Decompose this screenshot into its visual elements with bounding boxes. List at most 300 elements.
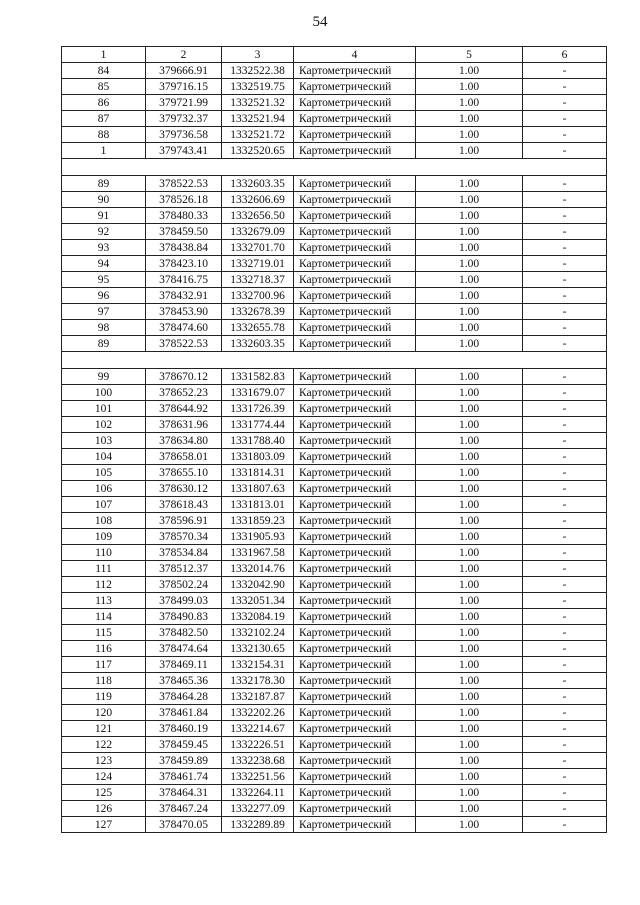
accuracy-cell: 1.00 xyxy=(416,513,523,529)
note-cell: - xyxy=(523,737,607,753)
y-coordinate-cell: 1332521.32 xyxy=(222,95,294,111)
accuracy-cell: 1.00 xyxy=(416,433,523,449)
x-coordinate-cell: 378459.89 xyxy=(146,753,222,769)
x-coordinate-cell: 378534.84 xyxy=(146,545,222,561)
method-cell: Картометрический xyxy=(294,465,416,481)
note-cell: - xyxy=(523,769,607,785)
y-coordinate-cell: 1332102.24 xyxy=(222,625,294,641)
x-coordinate-cell: 378512.37 xyxy=(146,561,222,577)
note-cell: - xyxy=(523,336,607,352)
method-cell: Картометрический xyxy=(294,545,416,561)
method-cell: Картометрический xyxy=(294,288,416,304)
method-cell: Картометрический xyxy=(294,369,416,385)
accuracy-cell: 1.00 xyxy=(416,208,523,224)
accuracy-cell: 1.00 xyxy=(416,801,523,817)
y-coordinate-cell: 1332277.09 xyxy=(222,801,294,817)
table-row xyxy=(62,449,607,465)
method-cell: Картометрический xyxy=(294,401,416,417)
method-cell: Картометрический xyxy=(294,256,416,272)
note-cell: - xyxy=(523,609,607,625)
method-cell: Картометрический xyxy=(294,769,416,785)
method-cell: Картометрический xyxy=(294,449,416,465)
point-number-cell: 96 xyxy=(62,288,146,304)
note-cell: - xyxy=(523,481,607,497)
group-separator-row xyxy=(62,159,607,176)
note-cell: - xyxy=(523,127,607,143)
point-number-cell: 114 xyxy=(62,609,146,625)
method-cell: Картометрический xyxy=(294,417,416,433)
point-number-cell: 1 xyxy=(62,143,146,159)
table-body xyxy=(62,63,607,833)
x-coordinate-cell: 378655.10 xyxy=(146,465,222,481)
point-number-cell: 86 xyxy=(62,95,146,111)
note-cell: - xyxy=(523,817,607,833)
note-cell: - xyxy=(523,143,607,159)
y-coordinate-cell: 1332014.76 xyxy=(222,561,294,577)
method-cell: Картометрический xyxy=(294,737,416,753)
method-cell: Картометрический xyxy=(294,336,416,352)
table-row xyxy=(62,369,607,385)
accuracy-cell: 1.00 xyxy=(416,176,523,192)
y-coordinate-cell: 1332606.69 xyxy=(222,192,294,208)
y-coordinate-cell: 1332238.68 xyxy=(222,753,294,769)
accuracy-cell: 1.00 xyxy=(416,737,523,753)
note-cell: - xyxy=(523,753,607,769)
note-cell: - xyxy=(523,288,607,304)
table-row xyxy=(62,417,607,433)
x-coordinate-cell: 378482.50 xyxy=(146,625,222,641)
method-cell: Картометрический xyxy=(294,609,416,625)
table-row xyxy=(62,785,607,801)
method-cell: Картометрический xyxy=(294,753,416,769)
x-coordinate-cell: 378631.96 xyxy=(146,417,222,433)
accuracy-cell: 1.00 xyxy=(416,625,523,641)
note-cell: - xyxy=(523,497,607,513)
point-number-cell: 116 xyxy=(62,641,146,657)
table-row xyxy=(62,143,607,159)
table-row xyxy=(62,545,607,561)
accuracy-cell: 1.00 xyxy=(416,320,523,336)
note-cell: - xyxy=(523,272,607,288)
note-cell: - xyxy=(523,176,607,192)
accuracy-cell: 1.00 xyxy=(416,79,523,95)
table-row xyxy=(62,561,607,577)
x-coordinate-cell: 378522.53 xyxy=(146,336,222,352)
table-row xyxy=(62,304,607,320)
table-row xyxy=(62,673,607,689)
table-row xyxy=(62,240,607,256)
table-row xyxy=(62,401,607,417)
note-cell: - xyxy=(523,208,607,224)
table-row xyxy=(62,272,607,288)
y-coordinate-cell: 1331788.40 xyxy=(222,433,294,449)
method-cell: Картометрический xyxy=(294,593,416,609)
accuracy-cell: 1.00 xyxy=(416,545,523,561)
x-coordinate-cell: 378438.84 xyxy=(146,240,222,256)
x-coordinate-cell: 378459.50 xyxy=(146,224,222,240)
note-cell: - xyxy=(523,417,607,433)
header-row xyxy=(62,47,607,63)
method-cell: Картометрический xyxy=(294,111,416,127)
method-cell: Картометрический xyxy=(294,79,416,95)
table-row xyxy=(62,625,607,641)
point-number-cell: 107 xyxy=(62,497,146,513)
x-coordinate-cell: 379736.58 xyxy=(146,127,222,143)
x-coordinate-cell: 378522.53 xyxy=(146,176,222,192)
point-number-cell: 125 xyxy=(62,785,146,801)
accuracy-cell: 1.00 xyxy=(416,609,523,625)
method-cell: Картометрический xyxy=(294,673,416,689)
accuracy-cell: 1.00 xyxy=(416,111,523,127)
point-number-cell: 104 xyxy=(62,449,146,465)
y-coordinate-cell: 1331582.83 xyxy=(222,369,294,385)
y-coordinate-cell: 1331803.09 xyxy=(222,449,294,465)
method-cell: Картометрический xyxy=(294,561,416,577)
note-cell: - xyxy=(523,240,607,256)
accuracy-cell: 1.00 xyxy=(416,127,523,143)
point-number-cell: 121 xyxy=(62,721,146,737)
note-cell: - xyxy=(523,433,607,449)
note-cell: - xyxy=(523,449,607,465)
accuracy-cell: 1.00 xyxy=(416,449,523,465)
method-cell: Картометрический xyxy=(294,625,416,641)
table-row xyxy=(62,497,607,513)
accuracy-cell: 1.00 xyxy=(416,192,523,208)
method-cell: Картометрический xyxy=(294,481,416,497)
table-row xyxy=(62,224,607,240)
accuracy-cell: 1.00 xyxy=(416,689,523,705)
x-coordinate-cell: 378470.05 xyxy=(146,817,222,833)
note-cell: - xyxy=(523,705,607,721)
table-row xyxy=(62,208,607,224)
note-cell: - xyxy=(523,79,607,95)
accuracy-cell: 1.00 xyxy=(416,369,523,385)
table-row xyxy=(62,336,607,352)
separator-cell xyxy=(62,352,607,369)
method-cell: Картометрический xyxy=(294,176,416,192)
method-cell: Картометрический xyxy=(294,497,416,513)
x-coordinate-cell: 378465.36 xyxy=(146,673,222,689)
accuracy-cell: 1.00 xyxy=(416,593,523,609)
table-header xyxy=(62,47,607,63)
accuracy-cell: 1.00 xyxy=(416,95,523,111)
point-number-cell: 118 xyxy=(62,673,146,689)
y-coordinate-cell: 1332678.39 xyxy=(222,304,294,320)
y-coordinate-cell: 1332251.56 xyxy=(222,769,294,785)
note-cell: - xyxy=(523,641,607,657)
point-number-cell: 103 xyxy=(62,433,146,449)
accuracy-cell: 1.00 xyxy=(416,673,523,689)
table-row xyxy=(62,657,607,673)
x-coordinate-cell: 378474.64 xyxy=(146,641,222,657)
table-row xyxy=(62,320,607,336)
x-coordinate-cell: 378618.43 xyxy=(146,497,222,513)
table-row xyxy=(62,192,607,208)
point-number-cell: 124 xyxy=(62,769,146,785)
x-coordinate-cell: 378652.23 xyxy=(146,385,222,401)
point-number-cell: 88 xyxy=(62,127,146,143)
page-number: 54 xyxy=(312,14,328,30)
x-coordinate-cell: 378526.18 xyxy=(146,192,222,208)
point-number-cell: 123 xyxy=(62,753,146,769)
x-coordinate-cell: 379732.37 xyxy=(146,111,222,127)
y-coordinate-cell: 1332264.11 xyxy=(222,785,294,801)
note-cell: - xyxy=(523,385,607,401)
x-coordinate-cell: 378634.80 xyxy=(146,433,222,449)
method-cell: Картометрический xyxy=(294,320,416,336)
y-coordinate-cell: 1332178.30 xyxy=(222,673,294,689)
note-cell: - xyxy=(523,401,607,417)
table-row xyxy=(62,127,607,143)
x-coordinate-cell: 379721.99 xyxy=(146,95,222,111)
table-row xyxy=(62,609,607,625)
y-coordinate-cell: 1332519.75 xyxy=(222,79,294,95)
table-row xyxy=(62,481,607,497)
note-cell: - xyxy=(523,192,607,208)
accuracy-cell: 1.00 xyxy=(416,401,523,417)
method-cell: Картометрический xyxy=(294,529,416,545)
point-number-cell: 106 xyxy=(62,481,146,497)
x-coordinate-cell: 378459.45 xyxy=(146,737,222,753)
y-coordinate-cell: 1332051.34 xyxy=(222,593,294,609)
x-coordinate-cell: 378490.83 xyxy=(146,609,222,625)
header-cell-1: 1 xyxy=(62,47,146,63)
accuracy-cell: 1.00 xyxy=(416,304,523,320)
method-cell: Картометрический xyxy=(294,224,416,240)
y-coordinate-cell: 1331807.63 xyxy=(222,481,294,497)
note-cell: - xyxy=(523,577,607,593)
point-number-cell: 122 xyxy=(62,737,146,753)
x-coordinate-cell: 378461.84 xyxy=(146,705,222,721)
method-cell: Картометрический xyxy=(294,385,416,401)
note-cell: - xyxy=(523,657,607,673)
y-coordinate-cell: 1332521.72 xyxy=(222,127,294,143)
method-cell: Картометрический xyxy=(294,817,416,833)
method-cell: Картометрический xyxy=(294,577,416,593)
table-row xyxy=(62,385,607,401)
accuracy-cell: 1.00 xyxy=(416,240,523,256)
note-cell: - xyxy=(523,673,607,689)
x-coordinate-cell: 378502.24 xyxy=(146,577,222,593)
method-cell: Картометрический xyxy=(294,127,416,143)
y-coordinate-cell: 1332603.35 xyxy=(222,336,294,352)
y-coordinate-cell: 1332522.38 xyxy=(222,63,294,79)
point-number-cell: 90 xyxy=(62,192,146,208)
accuracy-cell: 1.00 xyxy=(416,417,523,433)
method-cell: Картометрический xyxy=(294,272,416,288)
coordinates-table xyxy=(61,46,607,833)
x-coordinate-cell: 378461.74 xyxy=(146,769,222,785)
group-separator-row xyxy=(62,352,607,369)
accuracy-cell: 1.00 xyxy=(416,753,523,769)
table-row xyxy=(62,176,607,192)
y-coordinate-cell: 1331774.44 xyxy=(222,417,294,433)
point-number-cell: 98 xyxy=(62,320,146,336)
y-coordinate-cell: 1332701.70 xyxy=(222,240,294,256)
y-coordinate-cell: 1332042.90 xyxy=(222,577,294,593)
point-number-cell: 108 xyxy=(62,513,146,529)
note-cell: - xyxy=(523,256,607,272)
y-coordinate-cell: 1331967.58 xyxy=(222,545,294,561)
x-coordinate-cell: 378423.10 xyxy=(146,256,222,272)
note-cell: - xyxy=(523,304,607,320)
x-coordinate-cell: 378644.92 xyxy=(146,401,222,417)
accuracy-cell: 1.00 xyxy=(416,817,523,833)
note-cell: - xyxy=(523,369,607,385)
point-number-cell: 94 xyxy=(62,256,146,272)
method-cell: Картометрический xyxy=(294,304,416,320)
y-coordinate-cell: 1332202.26 xyxy=(222,705,294,721)
note-cell: - xyxy=(523,513,607,529)
table-row xyxy=(62,95,607,111)
table-row xyxy=(62,817,607,833)
table-row xyxy=(62,288,607,304)
separator-cell xyxy=(62,159,607,176)
table-row xyxy=(62,513,607,529)
accuracy-cell: 1.00 xyxy=(416,529,523,545)
accuracy-cell: 1.00 xyxy=(416,63,523,79)
accuracy-cell: 1.00 xyxy=(416,705,523,721)
point-number-cell: 127 xyxy=(62,817,146,833)
point-number-cell: 102 xyxy=(62,417,146,433)
y-coordinate-cell: 1332520.65 xyxy=(222,143,294,159)
x-coordinate-cell: 378630.12 xyxy=(146,481,222,497)
x-coordinate-cell: 379666.91 xyxy=(146,63,222,79)
y-coordinate-cell: 1332718.37 xyxy=(222,272,294,288)
header-cell-4: 4 xyxy=(294,47,416,63)
note-cell: - xyxy=(523,721,607,737)
point-number-cell: 91 xyxy=(62,208,146,224)
point-number-cell: 113 xyxy=(62,593,146,609)
note-cell: - xyxy=(523,689,607,705)
table-row xyxy=(62,79,607,95)
table-row xyxy=(62,465,607,481)
table-row xyxy=(62,111,607,127)
point-number-cell: 117 xyxy=(62,657,146,673)
y-coordinate-cell: 1331814.31 xyxy=(222,465,294,481)
method-cell: Картометрический xyxy=(294,95,416,111)
x-coordinate-cell: 378464.31 xyxy=(146,785,222,801)
note-cell: - xyxy=(523,529,607,545)
table-row xyxy=(62,577,607,593)
accuracy-cell: 1.00 xyxy=(416,272,523,288)
accuracy-cell: 1.00 xyxy=(416,561,523,577)
point-number-cell: 119 xyxy=(62,689,146,705)
point-number-cell: 115 xyxy=(62,625,146,641)
x-coordinate-cell: 378469.11 xyxy=(146,657,222,673)
x-coordinate-cell: 378416.75 xyxy=(146,272,222,288)
point-number-cell: 87 xyxy=(62,111,146,127)
table-row xyxy=(62,63,607,79)
table-row xyxy=(62,641,607,657)
table-row xyxy=(62,256,607,272)
method-cell: Картометрический xyxy=(294,63,416,79)
note-cell: - xyxy=(523,561,607,577)
y-coordinate-cell: 1331679.07 xyxy=(222,385,294,401)
y-coordinate-cell: 1331813.01 xyxy=(222,497,294,513)
method-cell: Картометрический xyxy=(294,721,416,737)
method-cell: Картометрический xyxy=(294,641,416,657)
method-cell: Картометрический xyxy=(294,208,416,224)
note-cell: - xyxy=(523,785,607,801)
y-coordinate-cell: 1332214.67 xyxy=(222,721,294,737)
point-number-cell: 111 xyxy=(62,561,146,577)
accuracy-cell: 1.00 xyxy=(416,641,523,657)
accuracy-cell: 1.00 xyxy=(416,465,523,481)
accuracy-cell: 1.00 xyxy=(416,497,523,513)
table-row xyxy=(62,737,607,753)
y-coordinate-cell: 1332187.87 xyxy=(222,689,294,705)
x-coordinate-cell: 378453.90 xyxy=(146,304,222,320)
y-coordinate-cell: 1332700.96 xyxy=(222,288,294,304)
method-cell: Картометрический xyxy=(294,513,416,529)
method-cell: Картометрический xyxy=(294,240,416,256)
y-coordinate-cell: 1332603.35 xyxy=(222,176,294,192)
x-coordinate-cell: 378570.34 xyxy=(146,529,222,545)
accuracy-cell: 1.00 xyxy=(416,657,523,673)
point-number-cell: 97 xyxy=(62,304,146,320)
method-cell: Картометрический xyxy=(294,801,416,817)
accuracy-cell: 1.00 xyxy=(416,769,523,785)
method-cell: Картометрический xyxy=(294,192,416,208)
point-number-cell: 85 xyxy=(62,79,146,95)
y-coordinate-cell: 1332289.89 xyxy=(222,817,294,833)
y-coordinate-cell: 1331726.39 xyxy=(222,401,294,417)
note-cell: - xyxy=(523,545,607,561)
method-cell: Картометрический xyxy=(294,705,416,721)
point-number-cell: 93 xyxy=(62,240,146,256)
accuracy-cell: 1.00 xyxy=(416,336,523,352)
point-number-cell: 92 xyxy=(62,224,146,240)
point-number-cell: 89 xyxy=(62,176,146,192)
x-coordinate-cell: 378464.28 xyxy=(146,689,222,705)
note-cell: - xyxy=(523,63,607,79)
method-cell: Картометрический xyxy=(294,657,416,673)
table-row xyxy=(62,529,607,545)
header-cell-2: 2 xyxy=(146,47,222,63)
x-coordinate-cell: 378670.12 xyxy=(146,369,222,385)
header-cell-3: 3 xyxy=(222,47,294,63)
point-number-cell: 95 xyxy=(62,272,146,288)
note-cell: - xyxy=(523,801,607,817)
y-coordinate-cell: 1332655.78 xyxy=(222,320,294,336)
y-coordinate-cell: 1332656.50 xyxy=(222,208,294,224)
method-cell: Картометрический xyxy=(294,689,416,705)
point-number-cell: 101 xyxy=(62,401,146,417)
accuracy-cell: 1.00 xyxy=(416,224,523,240)
point-number-cell: 100 xyxy=(62,385,146,401)
accuracy-cell: 1.00 xyxy=(416,721,523,737)
method-cell: Картометрический xyxy=(294,143,416,159)
point-number-cell: 126 xyxy=(62,801,146,817)
y-coordinate-cell: 1332084.19 xyxy=(222,609,294,625)
y-coordinate-cell: 1332679.09 xyxy=(222,224,294,240)
point-number-cell: 105 xyxy=(62,465,146,481)
accuracy-cell: 1.00 xyxy=(416,785,523,801)
table-row xyxy=(62,433,607,449)
note-cell: - xyxy=(523,465,607,481)
point-number-cell: 109 xyxy=(62,529,146,545)
table-row xyxy=(62,801,607,817)
point-number-cell: 112 xyxy=(62,577,146,593)
method-cell: Картометрический xyxy=(294,785,416,801)
header-cell-6: 6 xyxy=(523,47,607,63)
accuracy-cell: 1.00 xyxy=(416,577,523,593)
x-coordinate-cell: 378480.33 xyxy=(146,208,222,224)
x-coordinate-cell: 378467.24 xyxy=(146,801,222,817)
table-row xyxy=(62,593,607,609)
note-cell: - xyxy=(523,625,607,641)
